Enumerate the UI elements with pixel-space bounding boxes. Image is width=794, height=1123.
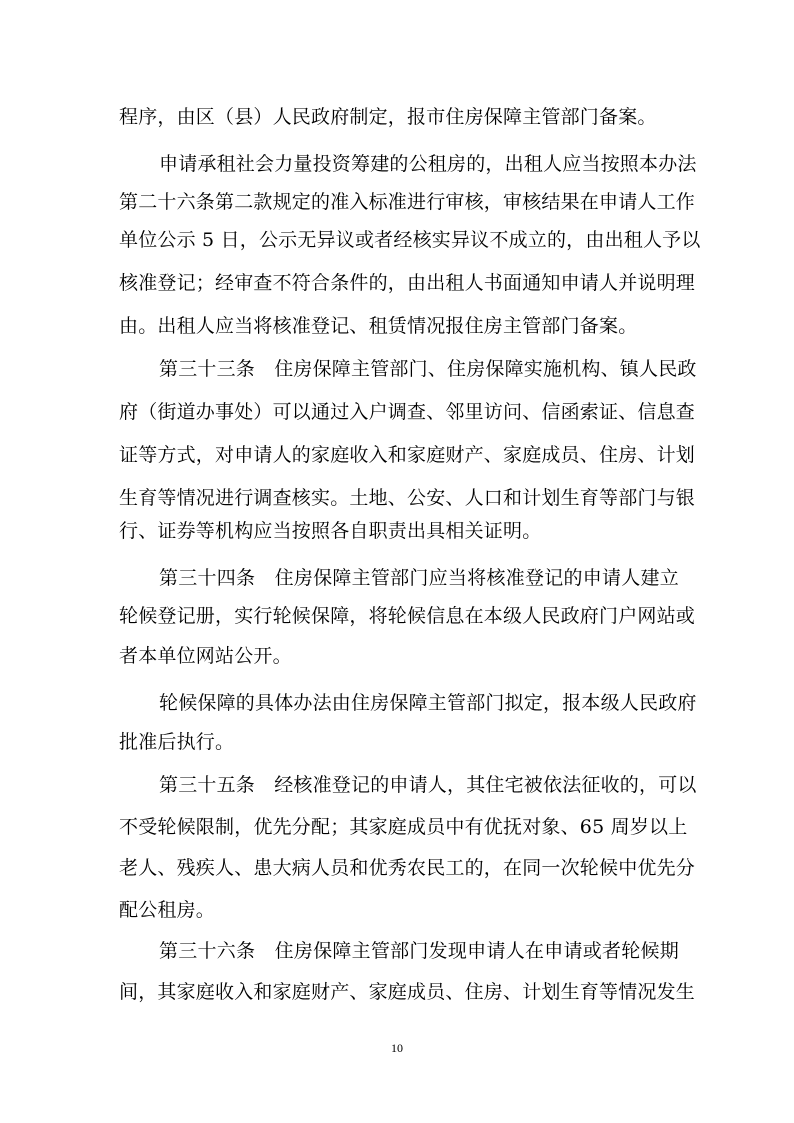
page-number: 10 — [391, 1041, 403, 1055]
text-line: 批准后执行。 — [119, 731, 235, 753]
text-line: 老人、残疾人、患大病人员和优秀农民工的，在同一次轮候中优先分 — [119, 857, 696, 879]
text-line: 行、证券等机构应当按照各自职责出具相关证明。 — [119, 520, 542, 542]
text-line: 第三十四条 住房保障主管部门应当将核准登记的申请人建立 — [159, 567, 679, 589]
text-line: 生育等情况进行调查核实。土地、公安、人口和计划生育等部门与银 — [119, 487, 696, 509]
text-line: 第三十五条 经核准登记的申请人，其住宅被依法征收的，可以 — [159, 774, 697, 796]
text-line: 轮候登记册，实行轮候保障，将轮候信息在本级人民政府门户网站或 — [119, 605, 696, 627]
text-line: 由。出租人应当将核准登记、租赁情况报住房主管部门备案。 — [119, 315, 638, 337]
text-line: 程序，由区（县）人民政府制定，报市住房保障主管部门备案。 — [119, 106, 657, 128]
text-line: 第三十六条 住房保障主管部门发现申请人在申请或者轮候期 — [159, 940, 679, 962]
text-line: 府（街道办事处）可以通过入户调查、邻里访问、信函索证、信息查 — [119, 401, 696, 423]
text-line: 证等方式，对申请人的家庭收入和家庭财产、家庭成员、住房、计划 — [119, 444, 696, 466]
text-line: 第三十三条 住房保障主管部门、住房保障实施机构、镇人民政 — [159, 358, 697, 380]
text-line: 单位公示 5 日，公示无异议或者经核实异议不成立的，由出租人予以 — [119, 229, 701, 251]
text-line: 配公租房。 — [119, 899, 216, 921]
text-line: 轮候保障的具体办法由住房保障主管部门拟定，报本级人民政府 — [159, 692, 697, 714]
text-line: 核准登记；经审查不符合条件的，由出租人书面通知申请人并说明理 — [119, 272, 696, 294]
text-line: 不受轮候限制，优先分配；其家庭成员中有优抚对象、65 周岁以上 — [119, 816, 688, 838]
text-line: 间，其家庭收入和家庭财产、家庭成员、住房、计划生育等情况发生 — [119, 981, 696, 1003]
text-line: 申请承租社会力量投资筹建的公租房的，出租人应当按照本办法 — [159, 153, 697, 175]
text-line: 第二十六条第二款规定的准入标准进行审核，审核结果在申请人工作 — [119, 191, 696, 213]
text-line: 者本单位网站公开。 — [119, 645, 292, 667]
